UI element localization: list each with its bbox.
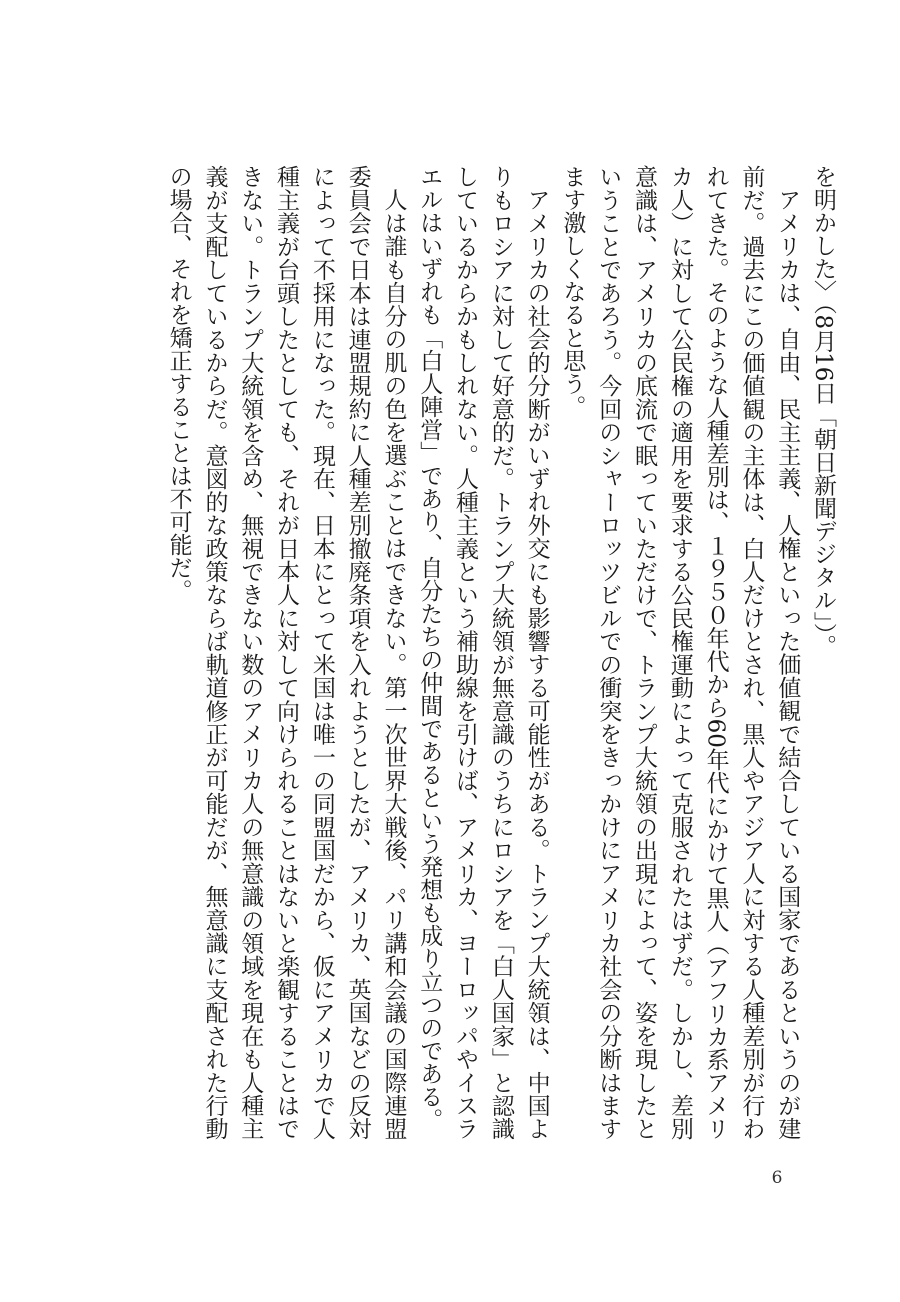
paragraph-2: アメリカは、自由、民主主義、人権といった価値観で結合している国家であるというのが建前だ。過去にこの価値観の主体は、白人だけとされ、黒人やアジア人に対する人種差別が行われてきた。そのような人種差別は、１９５０年代から60年代にかけて黒人（アフリカ系アメリカ人）に対して公民権の適用を要求する公民権運動によって克服されたはずだ。しかし、差別意識は、アメリカの底流で眠っていただけで、トランプ大統領の出現によって、姿を現したということであろう。今回のシャーロッツビルでの衝突をきっかけにアメリカ社会の分断はますます激しくなると思う。 [559,165,801,1140]
body-text-vertical [100,165,840,1140]
paragraph-3: アメリカの社会的分断がいずれ外交にも影響する可能性がある。トランプ大統領は、中国よりもロシアに対して好意的だ。トランプ大統領が無意識のうちにロシアを「白人国家」と認識しているからかもしれない。人種主義という補助線を引けば、アメリカ、ヨーロッパやイスラエルはいずれも「白人陣営」であり、自分たちの仲間であるという発想も成り立つのである。 [416,165,550,1140]
page-number: 6 [771,1168,783,1188]
paragraph-4: 人は誰も自分の肌の色を選ぶことはできない。第一次世界大戦後、パリ講和会議の国際連盟委員会で日本は連盟規約に人種差別撤廃条項を入れようとしたが、アメリカ、英国などの反対によって不採用になった。現在、日本にとって米国は唯一の同盟国だから、仮にアメリカで人種主義が台頭したとしても、それが日本人に対して向けられることはないと楽観することはできない。トランプ大統領を含め、無視できない数のアメリカ人の無意識の領域を現在も人種主義が支配しているからだ。意図的な政策ならば軌道修正が可能だが、無意識に支配された行動の場合、それを矯正することは不可能だ。 [165,165,407,1140]
paragraph-1: を明かした〉（8月16日「朝日新聞デジタル」）。 [810,165,836,658]
